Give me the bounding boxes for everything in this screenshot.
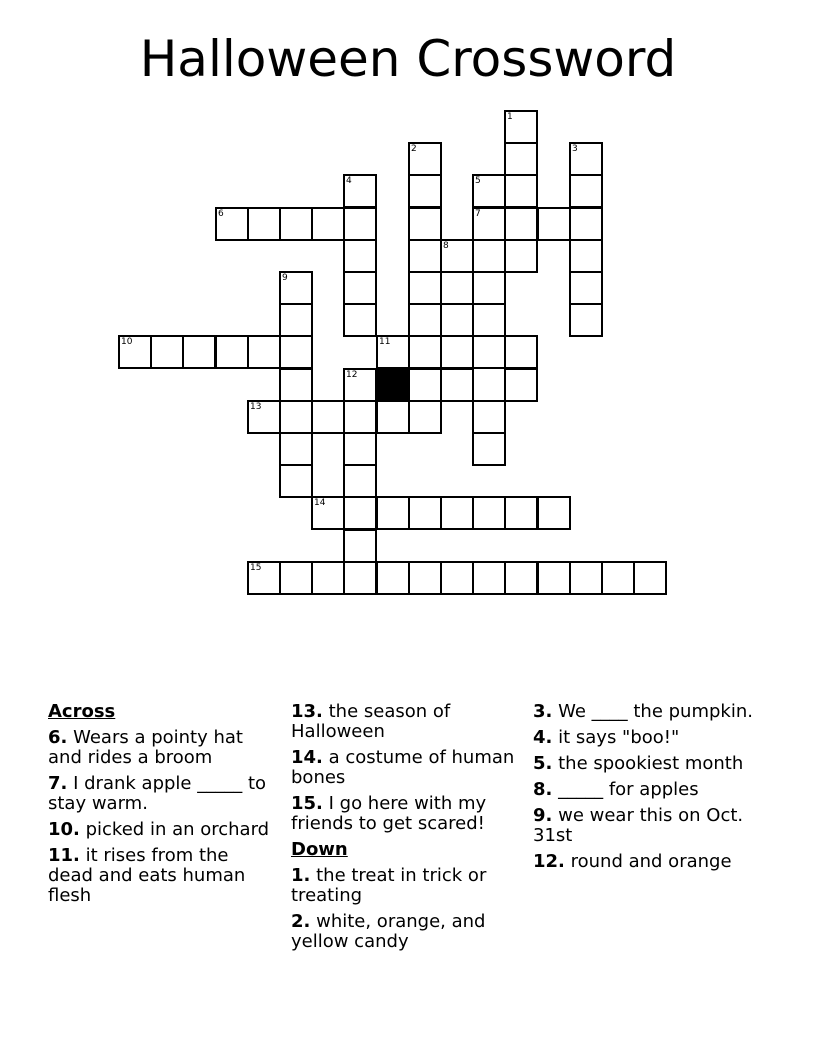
- cell-number: 9: [282, 273, 288, 283]
- cell-number: 7: [475, 209, 481, 219]
- crossword-cell[interactable]: [472, 207, 506, 241]
- down-heading: Down: [291, 839, 348, 860]
- clue-text: we wear this on Oct. 31st: [533, 805, 744, 846]
- crossword-cell[interactable]: [376, 400, 410, 434]
- crossword-cell[interactable]: [569, 142, 603, 176]
- crossword-cell[interactable]: [279, 207, 313, 241]
- cell-number: 10: [121, 337, 133, 347]
- clue-across-11: [48, 846, 273, 906]
- crossword-cell[interactable]: [311, 496, 345, 530]
- crossword-cell[interactable]: [279, 303, 313, 337]
- cell-number: 11: [379, 337, 391, 347]
- crossword-cell[interactable]: [440, 303, 474, 337]
- clue-text: white, orange, and yellow candy: [291, 911, 486, 952]
- crossword-cell[interactable]: [343, 174, 377, 208]
- crossword-cell[interactable]: [537, 207, 571, 241]
- crossword-cell[interactable]: [408, 335, 442, 369]
- cell-number: 3: [572, 144, 578, 154]
- crossword-cell[interactable]: [343, 464, 377, 498]
- clue-across-13: [291, 702, 516, 742]
- crossword-black-cell: [376, 368, 410, 402]
- clue-number: 4.: [533, 727, 553, 748]
- page-title: Halloween Crossword: [139, 30, 677, 88]
- crossword-cell[interactable]: [343, 239, 377, 273]
- crossword-cell[interactable]: [343, 271, 377, 305]
- crossword-cell[interactable]: [279, 271, 313, 305]
- cell-number: 15: [250, 563, 262, 573]
- clue-down-3: [533, 702, 758, 722]
- clue-down-9: [533, 806, 758, 846]
- clue-number: 11.: [48, 845, 80, 866]
- crossword-cell[interactable]: [440, 239, 474, 273]
- cell-number: 12: [346, 370, 358, 380]
- crossword-cell[interactable]: [343, 303, 377, 337]
- crossword-cell[interactable]: [472, 335, 506, 369]
- clues-column-2: [291, 702, 516, 958]
- crossword-cell[interactable]: [569, 174, 603, 208]
- clue-down-5: [533, 754, 758, 774]
- across-heading: Across: [48, 701, 116, 722]
- crossword-cell[interactable]: [472, 239, 506, 273]
- crossword-cell[interactable]: [408, 174, 442, 208]
- crossword-cell[interactable]: [311, 561, 345, 595]
- crossword-cell[interactable]: [408, 368, 442, 402]
- clue-number: 1.: [291, 865, 311, 886]
- clues-column-1: [48, 702, 273, 912]
- crossword-cell[interactable]: [537, 496, 571, 530]
- clue-text: I go here with my friends to get scared!: [291, 793, 487, 834]
- clue-number: 2.: [291, 911, 311, 932]
- cell-number: 1: [507, 112, 513, 122]
- crossword-cell[interactable]: [150, 335, 184, 369]
- clue-number: 7.: [48, 773, 68, 794]
- crossword-cell[interactable]: [247, 207, 281, 241]
- crossword-cell[interactable]: [408, 496, 442, 530]
- crossword-cell[interactable]: [343, 529, 377, 563]
- crossword-cell[interactable]: [569, 207, 603, 241]
- cell-number: 2: [411, 144, 417, 154]
- crossword-cell[interactable]: [343, 207, 377, 241]
- clue-number: 10.: [48, 819, 80, 840]
- crossword-cell[interactable]: [279, 368, 313, 402]
- crossword-cell[interactable]: [633, 561, 667, 595]
- crossword-cell[interactable]: [118, 335, 152, 369]
- clue-text: the season of Halloween: [291, 701, 451, 742]
- clue-down-2: [291, 912, 516, 952]
- cell-number: 13: [250, 402, 262, 412]
- crossword-cell[interactable]: [440, 271, 474, 305]
- clue-text: round and orange: [564, 851, 732, 872]
- clue-number: 14.: [291, 747, 323, 768]
- crossword-cell[interactable]: [504, 496, 538, 530]
- crossword-cell[interactable]: [504, 174, 538, 208]
- clue-text: it rises from the dead and eats human flesh: [48, 845, 246, 906]
- clue-number: 15.: [291, 793, 323, 814]
- crossword-cell[interactable]: [472, 561, 506, 595]
- crossword-cell[interactable]: [215, 207, 249, 241]
- crossword-cell[interactable]: [472, 496, 506, 530]
- clue-number: 6.: [48, 727, 68, 748]
- crossword-cell[interactable]: [472, 303, 506, 337]
- crossword-cell[interactable]: [311, 207, 345, 241]
- clue-across-10: [48, 820, 273, 840]
- crossword-cell[interactable]: [279, 464, 313, 498]
- crossword-cell[interactable]: [247, 400, 281, 434]
- cell-number: 8: [443, 241, 449, 251]
- crossword-cell[interactable]: [504, 335, 538, 369]
- clues-column-3: [533, 702, 758, 878]
- crossword-cell[interactable]: [343, 561, 377, 595]
- crossword-cell[interactable]: [504, 207, 538, 241]
- crossword-cell[interactable]: [247, 335, 281, 369]
- crossword-cell[interactable]: [376, 335, 410, 369]
- cell-number: 6: [218, 209, 224, 219]
- clue-number: 3.: [533, 701, 553, 722]
- crossword-cell[interactable]: [279, 335, 313, 369]
- crossword-cell[interactable]: [504, 368, 538, 402]
- crossword-cell[interactable]: [408, 271, 442, 305]
- clue-text: picked in an orchard: [79, 819, 270, 840]
- clue-number: 5.: [533, 753, 553, 774]
- cell-number: 4: [346, 176, 352, 186]
- crossword-cell[interactable]: [472, 174, 506, 208]
- crossword-cell[interactable]: [343, 496, 377, 530]
- crossword-cell[interactable]: [569, 271, 603, 305]
- crossword-cell[interactable]: [440, 335, 474, 369]
- crossword-cell[interactable]: [376, 496, 410, 530]
- crossword-cell[interactable]: [311, 400, 345, 434]
- crossword-cell[interactable]: [504, 561, 538, 595]
- clue-across-15: [291, 794, 516, 834]
- crossword-cell[interactable]: [440, 561, 474, 595]
- crossword-cell[interactable]: [569, 303, 603, 337]
- clue-number: 12.: [533, 851, 565, 872]
- crossword-cell[interactable]: [182, 335, 216, 369]
- crossword-cell[interactable]: [343, 400, 377, 434]
- crossword-cell[interactable]: [440, 368, 474, 402]
- clue-number: 13.: [291, 701, 323, 722]
- crossword-cell[interactable]: [440, 496, 474, 530]
- crossword-cell[interactable]: [343, 368, 377, 402]
- cell-number: 14: [314, 498, 326, 508]
- crossword-cell[interactable]: [537, 561, 571, 595]
- crossword-cell[interactable]: [408, 142, 442, 176]
- crossword-cell[interactable]: [247, 561, 281, 595]
- crossword-cell[interactable]: [569, 561, 603, 595]
- crossword-cell[interactable]: [504, 110, 538, 144]
- crossword-cell[interactable]: [408, 400, 442, 434]
- clue-text: the spookiest month: [552, 753, 744, 774]
- clue-number: 9.: [533, 805, 553, 826]
- crossword-cell[interactable]: [408, 239, 442, 273]
- cell-number: 5: [475, 176, 481, 186]
- clue-text: it says "boo!": [552, 727, 680, 748]
- crossword-cell[interactable]: [408, 207, 442, 241]
- clue-text: a costume of human bones: [291, 747, 515, 788]
- clue-text: Wears a pointy hat and rides a broom: [48, 727, 243, 768]
- crossword-cell[interactable]: [376, 561, 410, 595]
- clue-across-7: [48, 774, 273, 814]
- crossword-cell[interactable]: [215, 335, 249, 369]
- clue-text: the treat in trick or treating: [291, 865, 487, 906]
- clue-text: _____ for apples: [552, 779, 699, 800]
- crossword-cell[interactable]: [601, 561, 635, 595]
- crossword-cell[interactable]: [472, 400, 506, 434]
- crossword-cell[interactable]: [279, 400, 313, 434]
- clue-down-8: [533, 780, 758, 800]
- clue-across-14: [291, 748, 516, 788]
- crossword-cell[interactable]: [408, 303, 442, 337]
- crossword-cell[interactable]: [504, 239, 538, 273]
- clue-number: 8.: [533, 779, 553, 800]
- clue-down-1: [291, 866, 516, 906]
- crossword-cell[interactable]: [343, 432, 377, 466]
- clue-across-6: [48, 728, 273, 768]
- crossword-cell[interactable]: [279, 432, 313, 466]
- crossword-cell[interactable]: [472, 432, 506, 466]
- crossword-cell[interactable]: [408, 561, 442, 595]
- crossword-cell[interactable]: [279, 561, 313, 595]
- clue-text: I drank apple _____ to stay warm.: [48, 773, 267, 814]
- clue-down-4: [533, 728, 758, 748]
- crossword-cell[interactable]: [472, 271, 506, 305]
- crossword-cell[interactable]: [569, 239, 603, 273]
- clue-down-12: [533, 852, 758, 872]
- crossword-cell[interactable]: [504, 142, 538, 176]
- clue-text: We ____ the pumpkin.: [552, 701, 753, 722]
